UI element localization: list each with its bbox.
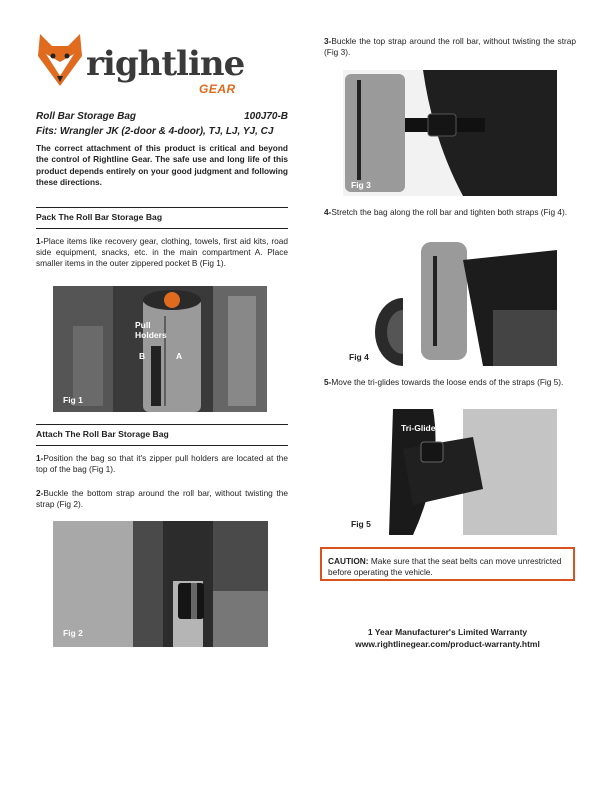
figure-label: Fig 5	[351, 519, 371, 529]
warranty-block	[320, 627, 575, 650]
figure-4	[343, 240, 557, 366]
figure-2	[53, 521, 268, 647]
pocket-b-label: B	[139, 351, 146, 361]
step-text: Buckle the top strap around the roll bar, without twisting the strap (Fig 3).	[324, 36, 576, 58]
intro-paragraph: The correct attachment of this product is critical and beyond the control of Rightline Gear. The safe use and long life of this product depends entirely on your good judgment and following these directions.	[36, 143, 288, 188]
product-fits: Fits: Wrangler JK (2-door & 4-door), TJ, LJ, YJ, CJ	[36, 126, 274, 137]
figure-label: Fig 3	[351, 180, 371, 190]
caution-text: Make sure that the seat belts can move unrestricted before operating the vehicle.	[328, 556, 562, 577]
section-title-pack: Pack The Roll Bar Storage Bag	[36, 212, 163, 222]
brand-name: rightline	[86, 44, 245, 84]
pack-step-1	[36, 236, 288, 270]
step-number: 1-	[36, 453, 44, 463]
brand-sub: GEAR	[199, 82, 236, 96]
product-name: Roll Bar Storage Bag	[36, 111, 137, 122]
caution-box	[320, 547, 575, 581]
step-text: Stretch the bag along the roll bar and tighten both straps (Fig 4).	[331, 207, 568, 217]
divider	[36, 445, 288, 446]
step-number: 2-	[36, 488, 44, 498]
step-number: 3-	[324, 36, 332, 46]
attach-step-1	[36, 453, 288, 475]
product-header	[36, 111, 288, 122]
warranty-title: 1 Year Manufacturer's Limited Warranty	[367, 627, 528, 637]
section-title-attach: Attach The Roll Bar Storage Bag	[36, 429, 169, 439]
figure-label: Fig 1	[63, 395, 83, 405]
brand-logo	[36, 32, 246, 100]
fox-logo-icon	[36, 32, 84, 88]
step-text: Position the bag so that it's zipper pull holders are located at the top of the bag (Fig 1).	[36, 453, 288, 475]
divider	[36, 424, 288, 425]
divider	[36, 207, 288, 208]
figure-1	[53, 286, 267, 412]
step-4	[324, 207, 576, 218]
figure-label: Fig 2	[63, 628, 83, 638]
compartment-a-label: A	[176, 351, 183, 361]
figure-3	[343, 70, 557, 196]
figure-5	[343, 409, 557, 535]
step-5	[324, 377, 576, 388]
step-number: 4-	[324, 207, 332, 217]
warranty-link[interactable]: www.rightlinegear.com/product-warranty.html	[355, 638, 540, 649]
step-number: 5-	[324, 377, 332, 387]
pull-holders-callout: Pull Holders	[135, 320, 167, 340]
step-text: Buckle the bottom strap around the roll bar, without twisting the strap (Fig 2).	[36, 488, 288, 510]
step-text: Place items like recovery gear, clothing, towels, first aid kits, road side equipment, snacks, etc. in the main compartment A. Place smaller items in the outer zippered pocket B (Fig 1).	[36, 236, 288, 269]
caution-label: CAUTION:	[328, 556, 369, 566]
divider	[36, 228, 288, 229]
step-text: Move the tri-glides towards the loose ends of the straps (Fig 5).	[331, 377, 564, 387]
figure-label: Fig 4	[349, 352, 369, 362]
step-3	[324, 36, 576, 58]
attach-step-2	[36, 488, 288, 510]
tri-glide-callout: Tri-Glide	[401, 423, 436, 433]
product-number: 100J70-B	[244, 111, 288, 122]
step-number: 1-	[36, 236, 44, 246]
